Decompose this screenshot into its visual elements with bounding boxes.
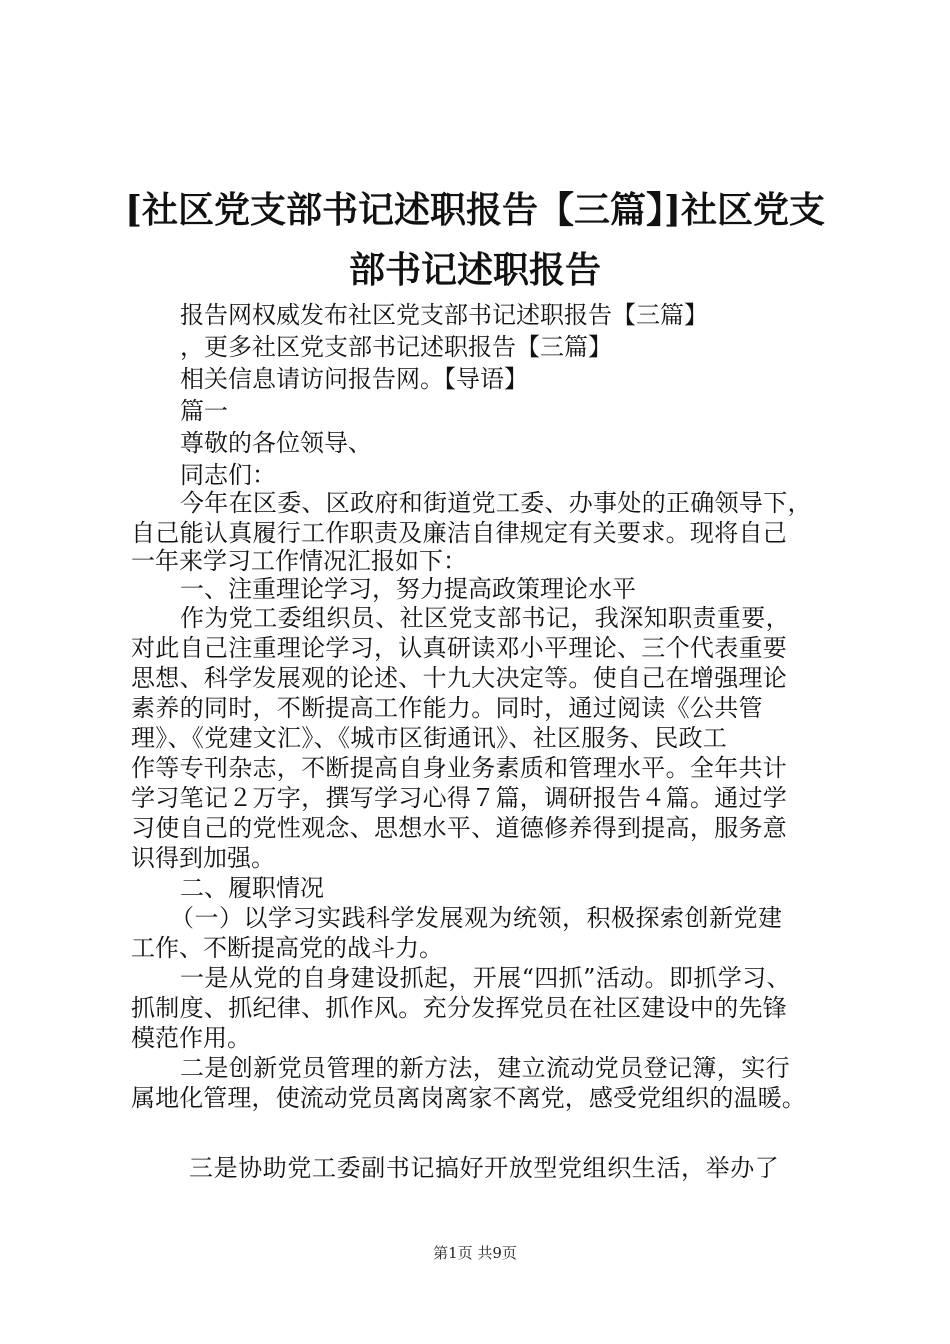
body-line: 相关信息请访问报告网。【导语】: [180, 365, 528, 393]
body-line: 二、履职情况: [180, 874, 324, 902]
body-line: 思想、科学发展观的论述、十九大决定等。使自己在增强理论: [131, 664, 788, 692]
body-line: 一是从党的自身建设抓起，开展“四抓”活动。即抓学习、: [180, 964, 791, 992]
body-line: 属地化管理，使流动党员离岗离家不离党，感受党组织的温暖。: [131, 1084, 806, 1112]
body-line: 识得到加强。: [131, 844, 275, 872]
body-line: 一、注重理论学习，努力提高政策理论水平: [180, 575, 636, 603]
body-line: 篇一: [180, 397, 228, 425]
body-line: 模范作用。: [131, 1024, 251, 1052]
body-line: 抓制度、抓纪律、抓作风。充分发挥党员在社区建设中的先锋: [131, 994, 788, 1022]
body-line: ，更多社区党支部书记述职报告【三篇】: [180, 333, 612, 361]
body-line: 对此自己注重理论学习，认真研读邓小平理论、三个代表重要: [131, 634, 788, 662]
body-line: 作等专刊杂志，不断提高自身业务素质和管理水平。全年共计: [131, 754, 788, 782]
body-line: 作为党工委组织员、社区党支部书记，我深知职责重要，: [180, 604, 790, 632]
page-footer: 第1页 共9页: [433, 1244, 517, 1262]
body-line: 工作、不断提高党的战斗力。: [131, 934, 443, 962]
body-line: 学习笔记２万字，撰写学习心得７篇，调研报告４篇。通过学: [131, 784, 788, 812]
body-line: 习使自己的党性观念、思想水平、道德修养得到提高，服务意: [131, 814, 788, 842]
body-line: 理》、《党建文汇》、《城市区街通讯》、社区服务、民政工: [131, 724, 728, 752]
document-title-line-2: 部书记述职报告: [348, 249, 601, 291]
body-line: 一年来学习工作情况汇报如下：: [131, 547, 467, 575]
body-line: 今年在区委、区政府和街道党工委、办事处的正确领导下，: [180, 489, 812, 517]
body-line: 三是协助党工委副书记搞好开放型党组织生活，举办了: [189, 1154, 780, 1182]
body-line: 自己能认真履行工作职责及廉洁自律规定有关要求。现将自己: [131, 519, 788, 547]
body-line: 报告网权威发布社区党支部书记述职报告【三篇】: [180, 301, 708, 329]
body-line: 二是创新党员管理的新方法，建立流动党员登记簿，实行: [180, 1054, 790, 1082]
body-line: （一）以学习实践科学发展观为统领，积极探索创新党建: [170, 904, 783, 932]
body-line: 素养的同时，不断提高工作能力。同时，通过阅读《公共管: [131, 694, 763, 722]
document-title-line-1: [社区党支部书记述职报告【三篇】]社区党支: [124, 189, 826, 231]
body-line: 同志们：: [180, 461, 276, 489]
body-line: 尊敬的各位领导、: [180, 429, 372, 457]
